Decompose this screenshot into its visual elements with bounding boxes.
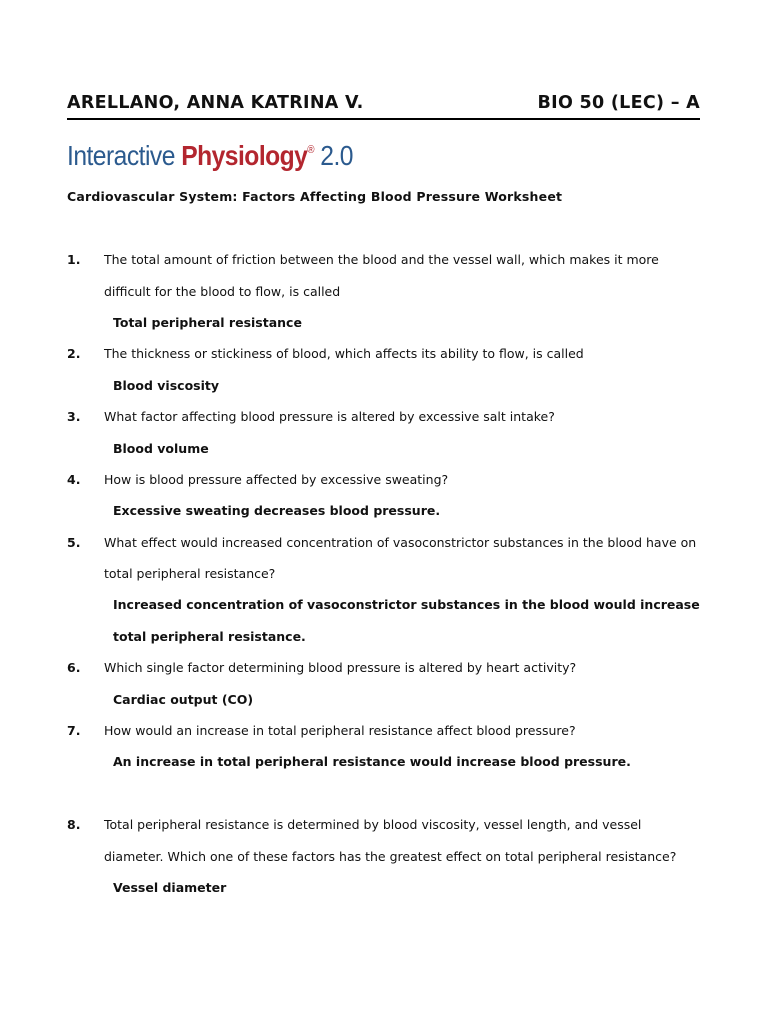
answer-text: An increase in total peripheral resistance would increase blood pressure.: [113, 754, 631, 769]
question-text: The thickness or stickiness of blood, which affects its ability to flow, is called: [104, 346, 584, 361]
answer-text: Blood viscosity: [113, 378, 220, 393]
answer-text: Vessel diameter: [113, 880, 227, 895]
question-text: How would an increase in total peripheral resistance affect blood pressure?: [104, 723, 576, 738]
worksheet-title: Cardiovascular System: Factors Affecting Blood Pressure Worksheet: [67, 189, 563, 204]
answer-text: Cardiac output (CO): [113, 692, 254, 707]
question-text: diameter. Which one of these factors has the greatest effect on total peripheral resistance?: [104, 849, 677, 864]
question-number: 6.: [67, 660, 81, 675]
question-text: What factor affecting blood pressure is altered by excessive salt intake?: [104, 409, 555, 424]
question-number: 3.: [67, 409, 81, 424]
question-text: Which single factor determining blood pressure is altered by heart activity?: [104, 660, 577, 675]
logo-text-interactive: Interactive: [67, 140, 182, 171]
question-text: difficult for the blood to flow, is called: [104, 284, 341, 299]
question-text: What effect would increased concentration of vasoconstrictor substances in the blood have on: [104, 535, 697, 550]
question-text: The total amount of friction between the blood and the vessel wall, which makes it more: [104, 252, 659, 267]
question-number: 8.: [67, 817, 81, 832]
question-number: 4.: [67, 472, 81, 487]
question-number: 7.: [67, 723, 81, 738]
logo-text-physiology: Physiology: [181, 140, 308, 171]
course-code: BIO 50 (LEC) – A: [537, 93, 700, 113]
question-text: total peripheral resistance?: [104, 566, 276, 581]
answer-text: total peripheral resistance.: [113, 629, 306, 644]
answer-text: Excessive sweating decreases blood pressure.: [113, 503, 441, 518]
answer-text: Blood volume: [113, 441, 209, 456]
answer-text: Increased concentration of vasoconstrictor substances in the blood would increase: [113, 597, 700, 612]
student-name: ARELLANO, ANNA KATRINA V.: [67, 93, 364, 113]
document-header: [67, 92, 700, 120]
question-number: 5.: [67, 535, 81, 550]
question-number: 1.: [67, 252, 81, 267]
interactive-physiology-logo: [67, 142, 353, 170]
question-text: How is blood pressure affected by excessive sweating?: [104, 472, 449, 487]
logo-text-version: 2.0: [313, 140, 353, 171]
registered-mark: ®: [307, 144, 314, 156]
question-text: Total peripheral resistance is determined by blood viscosity, vessel length, and vessel: [104, 817, 642, 832]
question-number: 2.: [67, 346, 81, 361]
answer-text: Total peripheral resistance: [113, 315, 302, 330]
